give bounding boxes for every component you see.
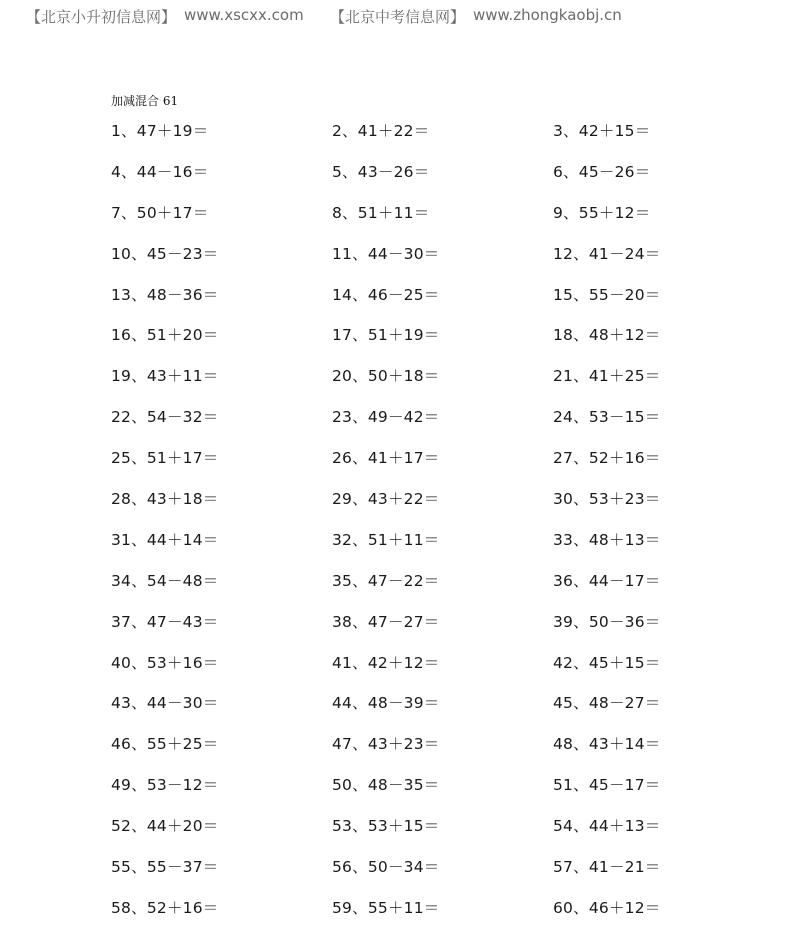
arithmetic-problem: 58、52＋16＝ [111,898,219,917]
arithmetic-problem: 54、44＋13＝ [553,817,661,836]
arithmetic-problem: 24、53－15＝ [553,408,661,427]
arithmetic-problem: 50、48－35＝ [332,776,440,795]
arithmetic-problem: 1、47＋19＝ [111,122,209,140]
arithmetic-problem: 16、51＋20＝ [111,326,219,345]
arithmetic-problem: 33、48＋13＝ [553,530,661,549]
arithmetic-problem: 55、55－37＝ [111,858,219,877]
arithmetic-problem: 27、52＋16＝ [553,449,661,468]
arithmetic-problem: 8、51＋11＝ [332,203,430,222]
arithmetic-problem: 11、44－30＝ [332,244,440,263]
arithmetic-problem: 26、41＋17＝ [332,449,440,468]
header-site2-url: www.zhongkaobj.cn [473,6,622,24]
arithmetic-problem: 49、53－12＝ [111,776,219,795]
header-site1-url: www.xscxx.com [184,6,304,24]
arithmetic-problem: 21、41＋25＝ [553,367,661,386]
arithmetic-problem: 13、48－36＝ [111,285,219,304]
arithmetic-problem: 52、44＋20＝ [111,817,219,836]
arithmetic-problem: 35、47－22＝ [332,571,440,590]
arithmetic-problem: 43、44－30＝ [111,694,219,713]
arithmetic-problem: 34、54－48＝ [111,571,219,590]
arithmetic-problem: 5、43－26＝ [332,162,430,181]
arithmetic-problem: 47、43＋23＝ [332,735,440,754]
arithmetic-problem: 3、42＋15＝ [553,122,651,140]
arithmetic-problem: 25、51＋17＝ [111,449,219,468]
arithmetic-problem: 20、50＋18＝ [332,367,440,386]
arithmetic-problem: 31、44＋14＝ [111,530,219,549]
header-site1-name: 【北京小升初信息网】 [26,8,177,26]
arithmetic-problem: 32、51＋11＝ [332,530,440,549]
arithmetic-problem: 30、53＋23＝ [553,490,661,509]
arithmetic-problem: 12、41－24＝ [553,244,661,263]
arithmetic-problem: 36、44－17＝ [553,571,661,590]
arithmetic-problem: 46、55＋25＝ [111,735,219,754]
arithmetic-problem: 57、41－21＝ [553,858,661,877]
arithmetic-problem: 4、44－16＝ [111,162,209,181]
arithmetic-problem: 10、45－23＝ [111,244,219,263]
arithmetic-problem: 38、47－27＝ [332,612,440,631]
arithmetic-problem: 6、45－26＝ [553,162,651,181]
arithmetic-problem: 17、51＋19＝ [332,326,440,345]
arithmetic-problem: 23、49－42＝ [332,408,440,427]
worksheet-title: 加减混合 61 [111,94,179,108]
arithmetic-problem: 42、45＋15＝ [553,653,661,672]
arithmetic-problem: 37、47－43＝ [111,612,219,631]
arithmetic-problem: 7、50＋17＝ [111,203,209,222]
arithmetic-problem: 48、43＋14＝ [553,735,661,754]
arithmetic-problem: 59、55＋11＝ [332,898,440,917]
arithmetic-problem: 45、48－27＝ [553,694,661,713]
arithmetic-problem: 44、48－39＝ [332,694,440,713]
arithmetic-problem: 9、55＋12＝ [553,203,651,222]
arithmetic-problem: 18、48＋12＝ [553,326,661,345]
arithmetic-problem: 51、45－17＝ [553,776,661,795]
arithmetic-problem: 39、50－36＝ [553,612,661,631]
arithmetic-problem: 53、53＋15＝ [332,817,440,836]
problem-grid [111,121,711,939]
arithmetic-problem: 14、46－25＝ [332,285,440,304]
arithmetic-problem: 22、54－32＝ [111,408,219,427]
arithmetic-problem: 2、41＋22＝ [332,122,430,140]
arithmetic-problem: 40、53＋16＝ [111,653,219,672]
arithmetic-problem: 15、55－20＝ [553,285,661,304]
arithmetic-problem: 41、42＋12＝ [332,653,440,672]
arithmetic-problem: 29、43＋22＝ [332,490,440,509]
arithmetic-problem: 28、43＋18＝ [111,490,219,509]
arithmetic-problem: 19、43＋11＝ [111,367,219,386]
arithmetic-problem: 60、46＋12＝ [553,898,661,917]
header-site2-name: 【北京中考信息网】 [330,8,466,26]
arithmetic-problem: 56、50－34＝ [332,858,440,877]
